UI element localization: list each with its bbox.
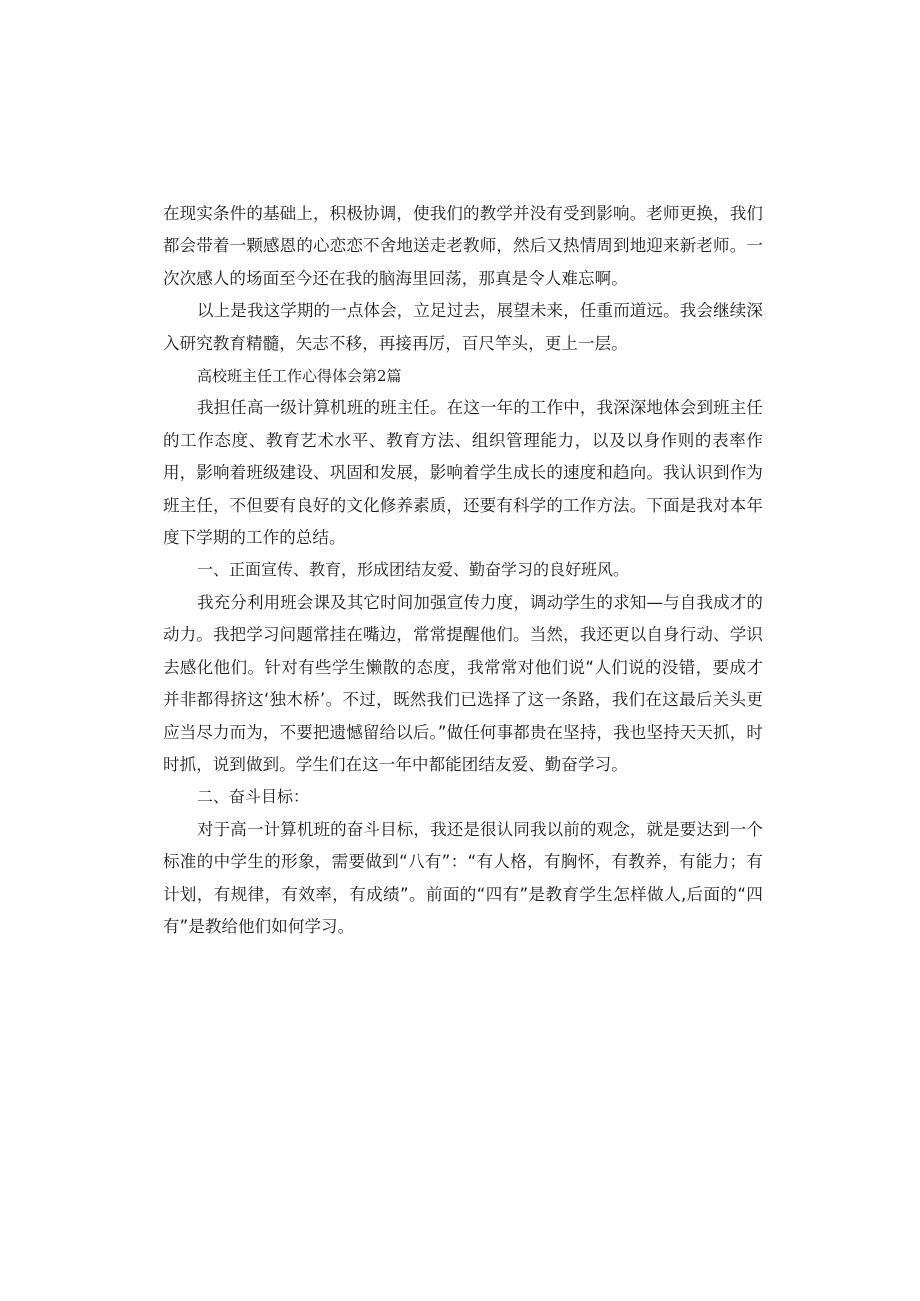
paragraph-5: 对于高一计算机班的奋斗目标，我还是很认同我以前的观念，就是要达到一个标准的中学生的形象，需要做到“八有”：“有人格，有胸怀，有教养，有能力；有计划，有规律，有效率，有成绩”。前面的“四有”是教育学生怎样做人,后面的“四有”是教给他们如何学习。 (163, 819, 763, 936)
heading-1: 一、正面宣传、教育，形成团结友爱、勤奋学习的良好班风。 (197, 560, 630, 580)
paragraph-2: 以上是我这学期的一点体会，立足过去，展望未来，任重而道远。我会继续深入研究教育精髓，矢志不移，再接再厉，百尺竿头，更上一层。 (163, 301, 763, 353)
section-title: 高校班主任工作心得体会第2篇 (197, 367, 402, 386)
heading-2: 二、奋斗目标： (197, 787, 310, 807)
paragraph-4: 我充分利用班会课及其它时间加强宣传力度，调动学生的求知—与自我成才的动力。我把学习问题常挂在嘴边，常常提醒他们。当然，我还更以自身行动、学识去感化他们。针对有些学生懒散的态度，我常常对他们说“人们说的没错，要成才并非都得挤这‘独木桥’。不过，既然我们已选择了这一条路，我们在这最后关头更应当尽力而为，不要把遗憾留给以后。”做任何事都贵在坚持，我也坚持天天抓，时时抓，说到做到。学生们在这一年中都能团结友爱、勤奋学习。 (163, 592, 763, 774)
document-page (163, 198, 763, 943)
paragraph-1: 在现实条件的基础上，积极协调，使我们的教学并没有受到影响。老师更换，我们都会带着一颗感恩的心恋恋不舍地送走老教师，然后又热情周到地迎来新老师。一次次感人的场面至今还在我的脑海里回荡，那真是令人难忘啊。 (163, 204, 763, 288)
paragraph-3: 我担任高一级计算机班的班主任。在这一年的工作中，我深深地体会到班主任的工作态度、教育艺术水平、教育方法、组织管理能力，以及以身作则的表率作用，影响着班级建设、巩固和发展，影响着学生成长的速度和趋向。我认识到作为班主任，不但要有良好的文化修养素质，还要有科学的工作方法。下面是我对本年度下学期的工作的总结。 (163, 398, 763, 548)
